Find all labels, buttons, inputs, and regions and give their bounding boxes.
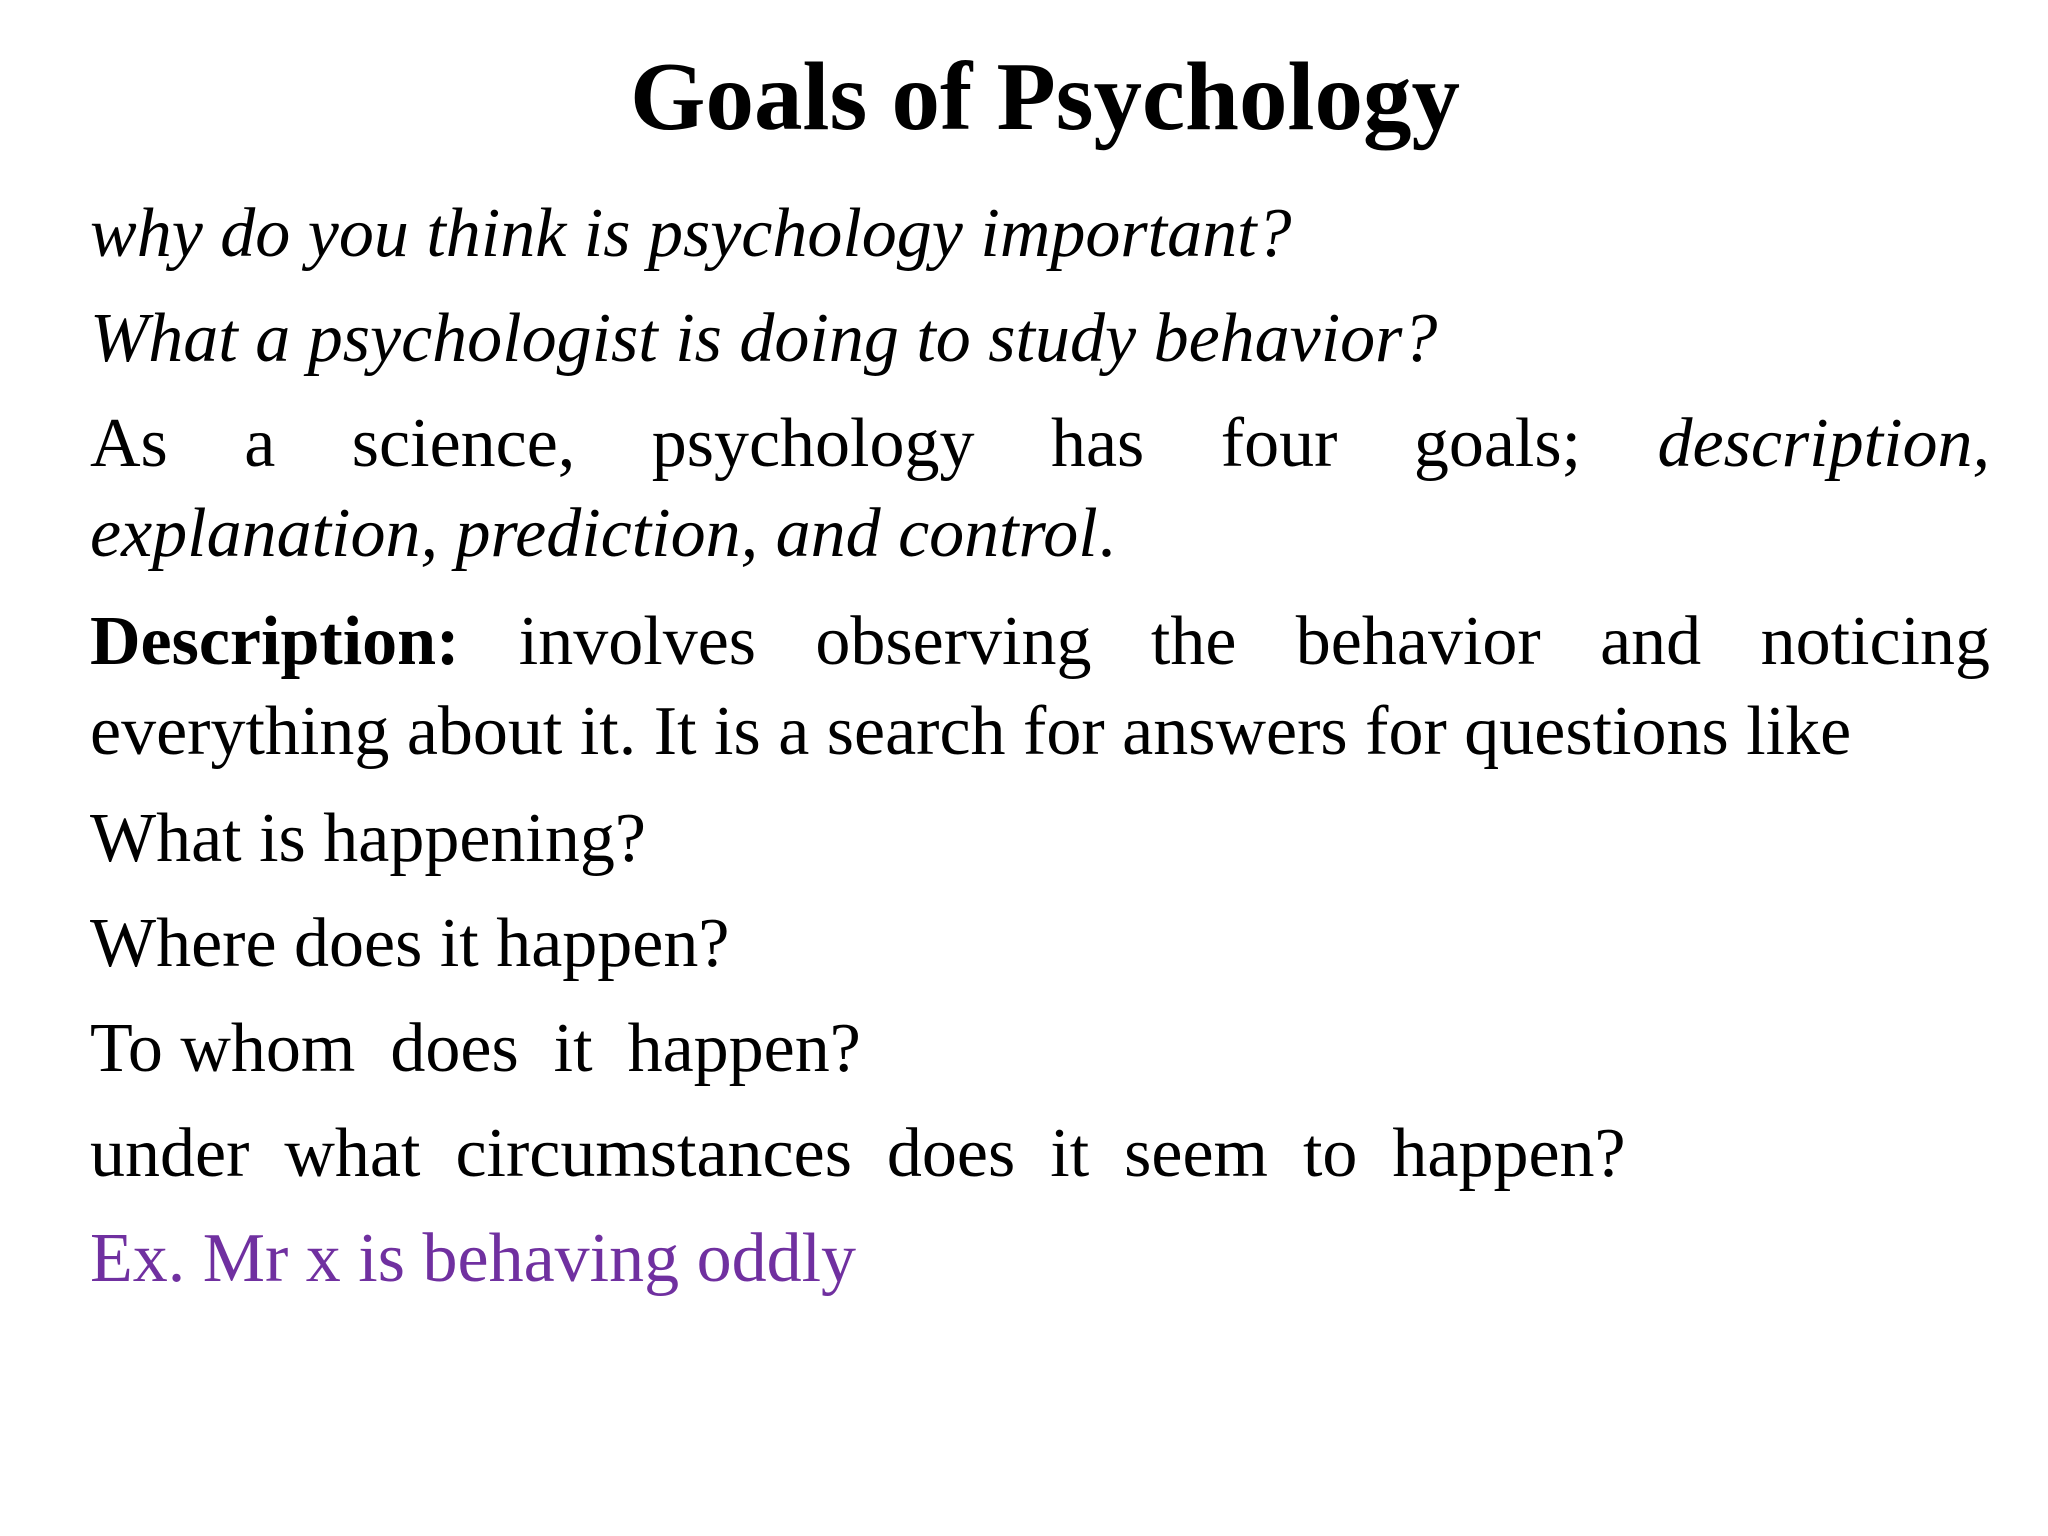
goals-intro-line-1: [90, 400, 1990, 488]
goals-intro-text: As a science, psychology has four goals;: [90, 405, 1582, 482]
question-why-important: why do you think is psychology important?: [90, 195, 1292, 272]
description-label: Description:: [90, 603, 460, 680]
goal-terms-list: explanation, prediction, and control: [90, 495, 1098, 572]
question-to-whom: To whom does it happen?: [90, 1010, 861, 1087]
goals-intro-line-2: [90, 490, 1990, 578]
example-text: Ex. Mr x is behaving oddly: [90, 1220, 857, 1297]
description-line-2: everything about it. It is a search for answers for questions like: [90, 693, 1852, 770]
goal-description-term: description,: [1657, 405, 1991, 482]
slide-title: Goals of Psychology: [630, 43, 1460, 150]
question-where-happen: Where does it happen?: [90, 905, 730, 982]
question-circumstances: under what circumstances does it seem to happen?: [90, 1115, 1626, 1192]
question-what-happening: What is happening?: [90, 800, 646, 877]
question-what-psychologist-does: What a psychologist is doing to study behavior?: [90, 300, 1438, 377]
description-definition: involves observing the behavior and noticing: [518, 603, 1990, 680]
goals-intro-period: .: [1097, 495, 1116, 572]
description-line-1: [90, 598, 1990, 686]
